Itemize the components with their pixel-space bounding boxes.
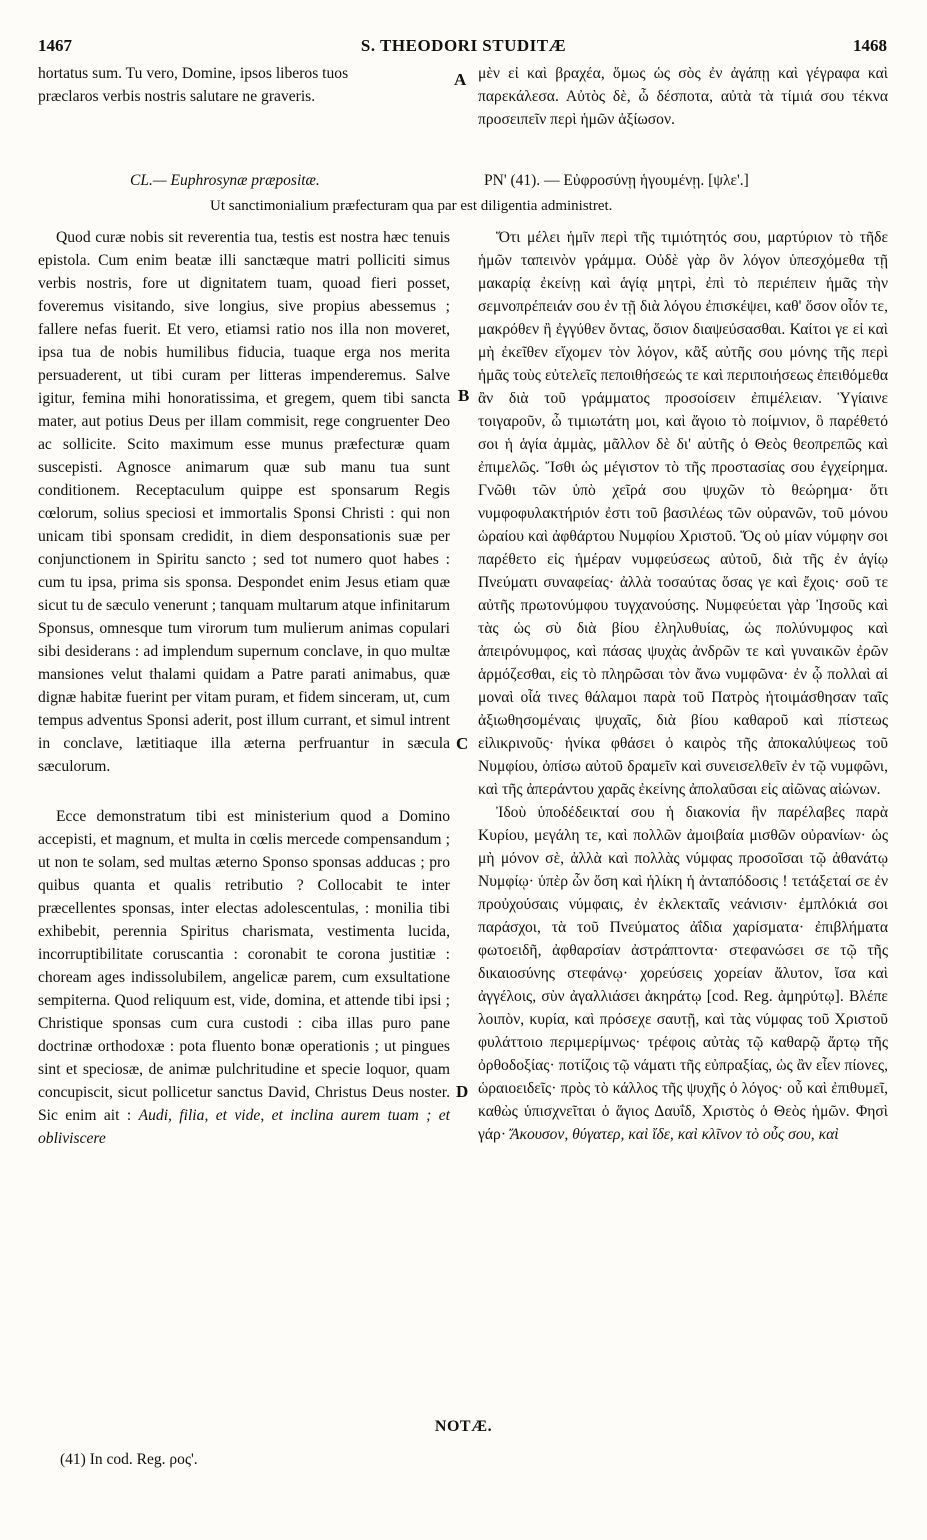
running-title: S. THEODORI STUDITÆ — [360, 36, 567, 55]
latin-paragraph-2-text: Ecce demonstratum tibi est ministerium quod a Domino accepisti, et magnum, et multa in cœlis mercede compensandum ; ut non te solam, sed multas æterno Sponso sponsas adducas ; pro quibus quanta et qualis retributio ? Collocabit te inter præcellentes sponsas, inter electas adolescentulas, : monilia tibi exhibebit, perennia Spiritus charismata, vestimenta lucida, incorruptibilitate coruscantia : coronabit te corona justitiæ : choream ages indissolubilem, angelicæ parem, cum exsultatione sempiterna. Quod reliquum est, vide, domina, et attende tibi ipsi ; Christique sponsas cum cura custodi : ciba illas puro pane doctrinæ orthodoxæ : pota fluento bonæ operationis ; ut pingues sint et speciosæ, de animæ pulchritudine et specie loquor, quam concupiscit, sicut pollicetur sanctus David, Christus Deus noster. Sic enim ait : — [38, 808, 450, 1124]
right-continuation-text: μὲν εἰ καὶ βραχέα, ὅμως ὡς σὸς ἐν ἀγάπῃ καὶ γέγραφα καὶ παρεκάλεσα. Αὐτὸς δὲ, ὦ δέσποτα, αὐτὰ τὰ τίμιά σου τέκνα προσειπεῖν περὶ ἡμῶν ἀξίωσον. — [478, 65, 888, 128]
margin-letter-b: B — [458, 386, 470, 405]
left-continuation-line-2: præclaros verbis nostris salutare ne graveris. — [38, 88, 316, 105]
left-continuation-line-1: hortatus sum. Tu vero, Domine, ipsos liberos tuos — [38, 65, 349, 82]
notes-heading: NOTÆ. — [434, 1418, 493, 1435]
greek-quotation: Ἄκουσον, θύγατερ, καὶ ἴδε, καὶ κλῖνον τὸ οὖς σου, καὶ — [509, 1126, 839, 1143]
greek-letter-heading: ΡΝ' (41). — Εὐφροσύνῃ ἡγουμένῃ. [ψλε'.] — [484, 172, 749, 189]
footnote-41: (41) In cod. Reg. ρος'. — [60, 1451, 198, 1468]
margin-letter-d: D — [456, 1082, 469, 1101]
left-column — [38, 226, 450, 1150]
latin-letter-heading — [130, 172, 320, 190]
latin-paragraph-1: Quod curæ nobis sit reverentia tua, testis est nostra hæc tenuis epistola. Cum enim beatæ illi sanctæque matri polliciti simus verbis nostris, fore ut dignitatem tuam, quoad fieri posset, foveremus visitando, sive longius, sive propius abessemus ; fallere nefas fuerit. Et vero, etiamsi ratio nos illa non moveret, ipsa tua de nobis humilibus fiducia, tuaque erga nos merita persuaderent, ut tibi curam per litteras impenderemus. Salve igitur, femina mihi honoratissima, et gregem, quem tibi sancta mater, aut potius Deus per illam commisit, rege congruenter Deo ac sollicite. Scito maximum esse munus præfecturæ quam suscepisti. Agnosce animarum quæ sub manu tua sunt conditionem. Receptaculum quippe est sponsarum Regis cœlorum, solius speciosi et immortalis Sponsi Christi : qui non unicam tibi sponsam credidit, in diem desponsationis suæ per conjunctionem in Spiritu sancto ; sed tot numero quot habes : cum tu ipsa, prima sis sponsa. Despondet enim Jesus etiam quæ sicut tu de sæculo venerunt ; tanquam multarum atque infinitarum Sponsus, omnesque tum virorum tum mulierum animas copulari sibi desiderans : ad implendum supernum conclave, in quo multæ mansiones velut thalami quidam a Patre parati animabus, quæ dignæ habitæ fuerint per vitam puram, et fidem sinceram, ut, cum tempus adventus Sponsi aderit, post illum currant, et simul intrent in conclave, lætitiaque illa æterna perfruantur in sæcula sæculorum. — [38, 229, 450, 775]
latin-quotation: Audi, filia, et vide, et inclina aurem tuam ; et obliviscere — [38, 1107, 450, 1147]
greek-paragraph-2 — [478, 801, 888, 1146]
page-number-right: 1468 — [853, 36, 887, 55]
latin-heading-text: CL.— Euphrosynæ præpositæ. — [130, 172, 320, 189]
right-column — [478, 226, 888, 1146]
greek-paragraph-2-text: Ἰδοὺ ὑποδέδεικταί σου ἡ διακονία ἣν παρέλαβες παρὰ Κυρίου, μεγάλη τε, καὶ πολλῶν ἀμοιβαία μισθῶν οὐρανίων· ὡς μὴ μόνον σὲ, ἀλλὰ καὶ πολλὰς νύμφας προσοῖσαι τῷ ἀθανάτῳ Νυμφίῳ· ὑπὲρ ὧν ὅση καὶ ἡλίκη ἡ ἀνταπόδοσις ! τετάξεταί σε ἐν προὐχούσαις νύμφαις, ἐν ἐκλεκταῖς νεάνισιν· ἐμπλόκιά σοι παράσχοι, τὰ τοῦ Πνεύματος ἀΐδια χαρίσματα· ἐπιβλήματα φωτοειδῆ, ἀφθαρσίαν ἀστράπτοντα· στεφανώσει σε τῷ τῆς δικαιοσύνης στεφάνῳ· χορεύσεις χορείαν ἄλυτον, ἴσα καὶ ἀγγέλοις, σὺν ἀγαλλιάσει ἀκηράτῳ [cod. Reg. ἀμηρύτῳ]. Βλέπε λοιπὸν, κυρία, καὶ πρόσεχε σαυτῇ, καὶ τὰς νύμφας τοῦ Χριστοῦ φυλάττοιο περιμερίμνως· τρέφοις αὐτὰς τῷ καθαρῷ ἄρτῳ τῆς ὀρθοδοξίας· ποτίζοις τῷ νάματι τῆς εὐπραξίας, ὡς ἂν εἶεν πίονες, ὡραιοειδεῖς· πρὸς τὸ κάλλος τῆς ψυχῆς ὁ λόγος· οὗ καὶ ἐπιθυμεῖ, καθὼς ὑπισχνεῖται ὁ ἅγιος Δαυΐδ, Χριστὸς ὁ Θεὸς ἡμῶν. Φησὶ γάρ· — [478, 804, 888, 1143]
margin-letter-c: C — [456, 734, 469, 753]
right-continuation — [478, 62, 888, 131]
margin-letter-a: A — [454, 70, 467, 89]
letter-summary: Ut sanctimonialium præfecturam qua par est diligentia administret. — [210, 198, 613, 214]
left-continuation — [38, 62, 450, 108]
page-header — [0, 36, 927, 60]
latin-paragraph-2 — [38, 805, 450, 1150]
greek-paragraph-1: Ὅτι μέλει ἡμῖν περὶ τῆς τιμιότητός σου, μαρτύριον τὸ τῆδε ἡμῶν ταπεινὸν γράμμα. Οὐδὲ γὰρ ὃν λόγον ὑπεσχόμεθα τῇ μακαρίᾳ ἐκείνῃ καὶ ἁγίᾳ μητρὶ, ἐπὶ τὸ περιέπειν ἡμᾶς τὴν σεμνοπρέπειάν σου ἐν τῇ διὰ λόγου ἐπισκέψει, καθ' ὅσον οἷόν τε, μακρόθεν ἢ ἐγγύθεν ὄντας, ὅσιον διαψεύσασθαι. Καίτοι γε εἰ καὶ μὴ ἐκεῖθεν εἴχομεν τὸν λόγον, κἂξ αὐτῆς σου μόνης τῆς περὶ ἡμᾶς τοὺς εὐτελεῖς πεποιθήσεώς τε καὶ περιποιήσεως ἐπειθόμεθα ἂν διὰ τοῦ γράμματος προσοίσειν ἐπιμέλειαν. Ὑγίαινε τοιγαροῦν, ὦ τιμιωτάτη μοι, καὶ ἄγοιο τὸ ποίμνιον, ὃ παρέθετό σοι ἡ ἁγία ἀμμὰς, μᾶλλον δὲ δι' αὐτῆς ὁ Θεὸς θεοπρεπῶς καὶ ἐπιμελῶς. Ἴσθι ὡς μέγιστον τὸ τῆς προστασίας σου ἐγχείρημα. Γνῶθι τῶν ὑπὸ χεῖρά σου ψυχῶν τὸ θεώρημα· ὅτι νυμφοφυλακτήριόν ἐστι τοῦ βασιλέως τῶν οὐρανῶν, τοῦ μόνου ὡραίου καὶ ἀφθάρτου Νυμφίου Χριστοῦ. Ὅς οὐ μίαν νύμφην σοι παρέθετο εἰς ἡμέραν νυμφεύσεως αὐτοῦ, διὰ τῆς ἐν ἁγίῳ Πνεύματι συναφείας· ἀλλὰ τοσαύτας ὅσας γε καὶ ἔχοις· σοῦ τε αὐτῆς πρωτονύμφου τυγχανούσης. Νυμφεύεται γὰρ Ἰησοῦς καὶ τὰς ὡς σὺ διὰ βίου ἐληλυθυίας, ὡς πολύνυμφος καὶ ἀπειρόνυμφος, καὶ πάσας ψυχὰς ἀνδρῶν τε καὶ γυναικῶν ἐρῶν ἁρμόζεσθαι, εἰς τὸ πληρῶσαι τὸν ἄνω νυμφῶνα· ἐν ᾧ πολλαὶ αἱ μοναὶ οἷά τινες θάλαμοι παρὰ τοῦ Πατρὸς ἡτοιμάσθησαν ταῖς ἀξιωθησομέναις ψυχαῖς, διὰ βίου καθαροῦ καὶ πίστεως εἰλικρινοῦς· ἡνίκα φθάσει ὁ καιρὸς τῆς ἀποκαλύψεως τοῦ Νυμφίου, ὀπίσω αὐτοῦ δραμεῖν καὶ συνεισελθεῖν ἐν τῷ νυμφῶνι, καὶ τῆς ἀπεράντου χαρᾶς ἐκείνης ἀπολαῦσαι εἰς αἰῶνας αἰώνων. — [478, 229, 888, 798]
page-number-left: 1467 — [38, 36, 72, 55]
